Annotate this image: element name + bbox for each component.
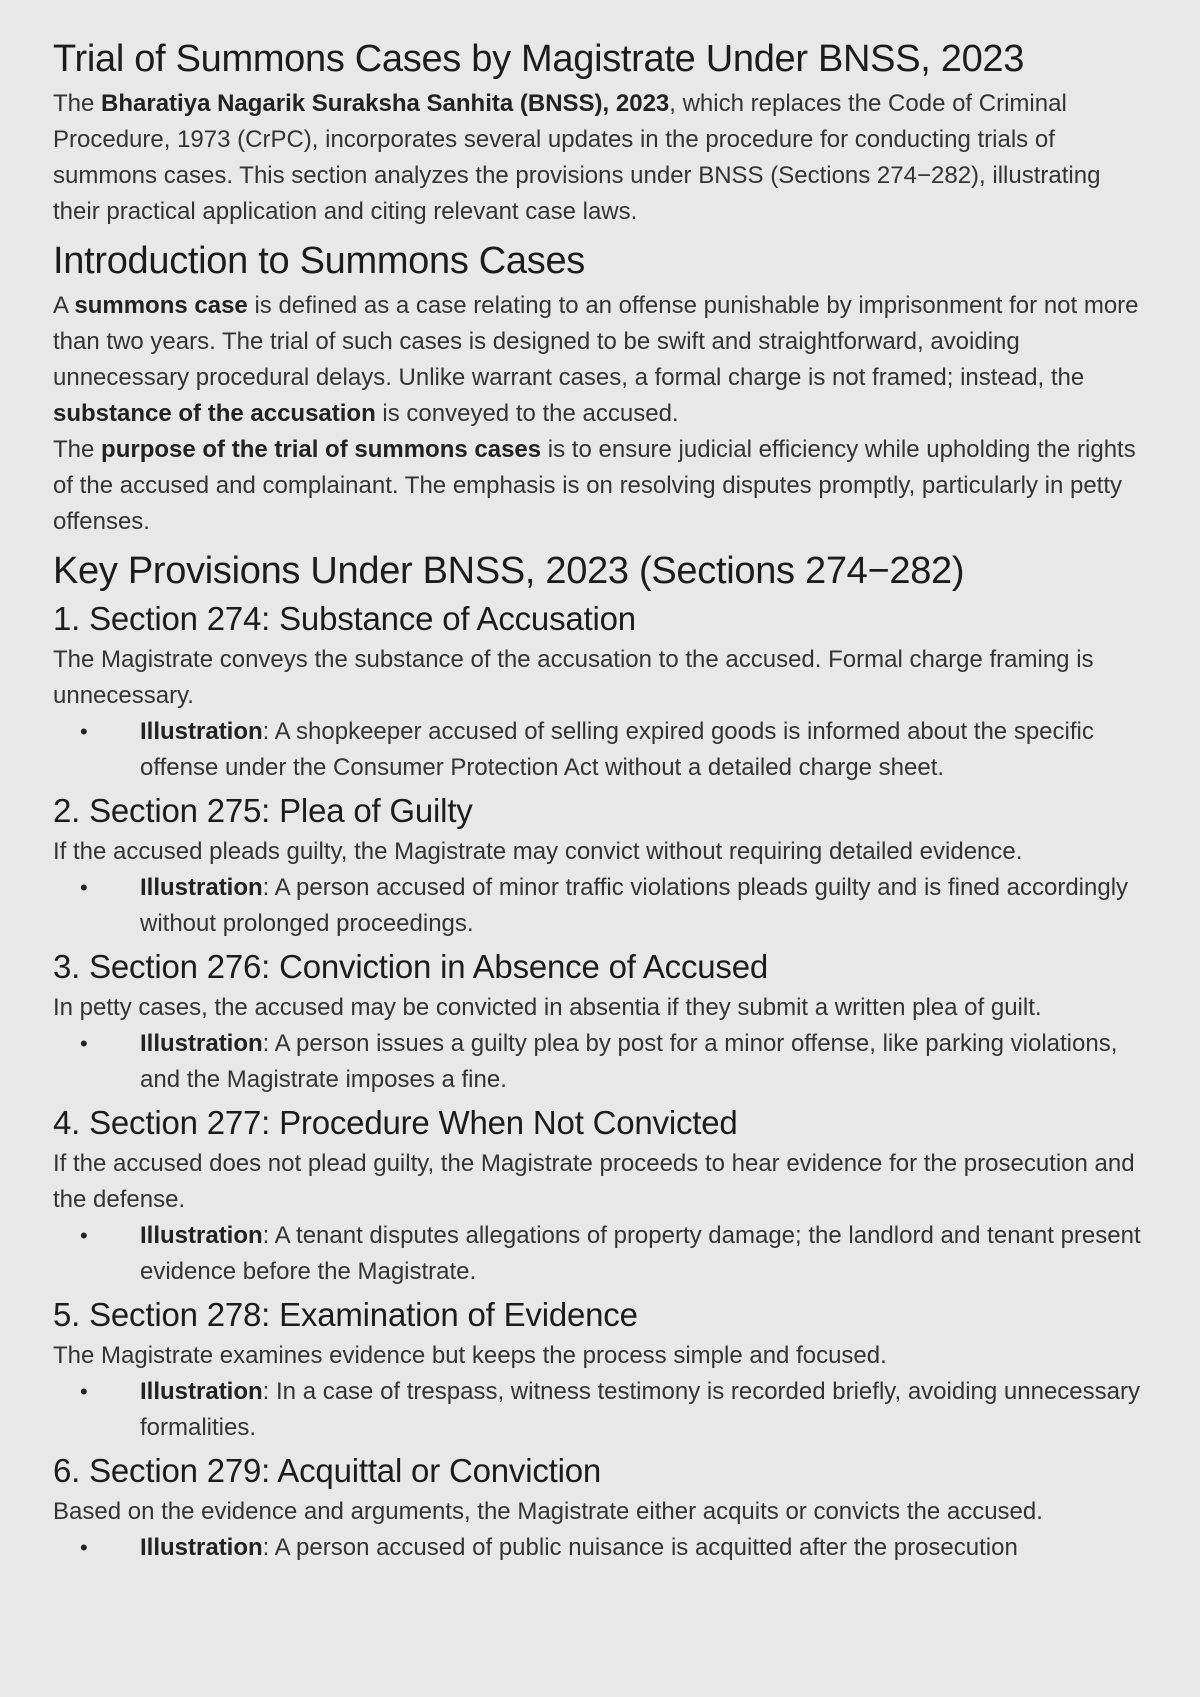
illustration-list — [53, 1218, 1152, 1290]
illustration-label: Illustration — [140, 874, 263, 901]
bullet-icon: • — [80, 1031, 88, 1056]
subsection-text: The Magistrate conveys the substance of the accusation to the accused. Formal charge framing is unnecessary. — [53, 646, 1094, 709]
illustration-list — [53, 1530, 1152, 1566]
illustration-label: Illustration — [140, 1030, 263, 1057]
illustration-label: Illustration — [140, 1534, 263, 1561]
definition-paragraph — [53, 288, 1152, 432]
subsection-heading: 1. Section 274: Substance of Accusation — [53, 600, 636, 637]
illustration-list — [53, 1026, 1152, 1098]
illustration-list — [53, 1374, 1152, 1446]
list-item — [53, 1530, 1152, 1566]
list-item — [53, 1218, 1152, 1290]
illustration-text: : In a case of trespass, witness testimony is recorded briefly, avoiding unnecessary formalities. — [140, 1378, 1140, 1441]
bold-text: summons case — [74, 292, 248, 319]
illustration-label: Illustration — [140, 1222, 263, 1249]
illustration-label: Illustration — [140, 718, 263, 745]
text-span: The — [53, 90, 102, 117]
subsection-text: If the accused pleads guilty, the Magistrate may convict without requiring detailed evidence. — [53, 838, 1023, 865]
text-span: is defined as a case relating to an offense punishable by imprisonment for not more than two years. The trial of such cases is designed to be swift and straightforward, avoiding unnecessary procedural delays. Unlike warrant cases, a formal charge is not framed; instead, the — [53, 292, 1139, 391]
illustration-text: : A person accused of public nuisance is acquitted after the prosecution — [262, 1534, 1018, 1561]
bullet-icon: • — [80, 1379, 88, 1404]
page-title: Trial of Summons Cases by Magistrate Under BNSS, 2023 — [53, 38, 1025, 80]
illustration-list — [53, 714, 1152, 786]
section-heading-key-provisions: Key Provisions Under BNSS, 2023 (Sections 274−282) — [53, 550, 965, 592]
bold-text: purpose of the trial of summons cases — [101, 436, 542, 463]
bullet-icon: • — [80, 875, 88, 900]
subsection-text: Based on the evidence and arguments, the Magistrate either acquits or convicts the accused. — [53, 1498, 1043, 1525]
bold-text: Bharatiya Nagarik Suraksha Sanhita (BNSS), 2023 — [101, 90, 670, 117]
subsection-text: In petty cases, the accused may be convicted in absentia if they submit a written plea of guilt. — [53, 994, 1042, 1021]
subsection-heading: 2. Section 275: Plea of Guilty — [53, 792, 473, 829]
intro-paragraph — [53, 86, 1152, 230]
bullet-icon: • — [80, 1535, 88, 1560]
text-span: A — [53, 292, 75, 319]
list-item — [53, 714, 1152, 786]
subsection-heading: 6. Section 279: Acquittal or Conviction — [53, 1452, 602, 1489]
list-item — [53, 870, 1152, 942]
illustration-text: : A tenant disputes allegations of property damage; the landlord and tenant present evidence before the Magistrate. — [140, 1222, 1141, 1285]
illustration-text: : A shopkeeper accused of selling expired goods is informed about the specific offense under the Consumer Protection Act without a detailed charge sheet. — [140, 718, 1094, 781]
illustration-list — [53, 870, 1152, 942]
list-item — [53, 1374, 1152, 1446]
subsection-heading: 4. Section 277: Procedure When Not Convicted — [53, 1104, 738, 1141]
list-item — [53, 1026, 1152, 1098]
bullet-icon: • — [80, 719, 88, 744]
bold-text: substance of the accusation — [53, 400, 376, 427]
illustration-text: : A person issues a guilty plea by post for a minor offense, like parking violations, and the Magistrate imposes a fine. — [140, 1030, 1118, 1093]
text-span: is conveyed to the accused. — [375, 400, 679, 427]
text-span: The — [53, 436, 102, 463]
subsection-heading: 5. Section 278: Examination of Evidence — [53, 1296, 638, 1333]
illustration-label: Illustration — [140, 1378, 263, 1405]
text-span: is to ensure judicial efficiency while upholding the rights of the accused and complainant. The emphasis is on resolving disputes promptly, particularly in petty offenses. — [53, 436, 1136, 535]
text-span: , which replaces the Code of Criminal Procedure, 1973 (CrPC), incorporates several updates in the procedure for conducting trials of summons cases. This section analyzes the provisions under BNSS (Sections 274−282), illustrating their practical application and citing relevant case laws. — [53, 90, 1101, 225]
section-heading-introduction: Introduction to Summons Cases — [53, 240, 586, 282]
purpose-paragraph — [53, 432, 1152, 540]
subsection-heading: 3. Section 276: Conviction in Absence of Accused — [53, 948, 769, 985]
bullet-icon: • — [80, 1223, 88, 1248]
subsection-text: The Magistrate examines evidence but keeps the process simple and focused. — [53, 1342, 887, 1369]
subsection-text: If the accused does not plead guilty, the Magistrate proceeds to hear evidence for the prosecution and the defense. — [53, 1150, 1135, 1213]
illustration-text: : A person accused of minor traffic violations pleads guilty and is fined accordingly without prolonged proceedings. — [140, 874, 1129, 937]
